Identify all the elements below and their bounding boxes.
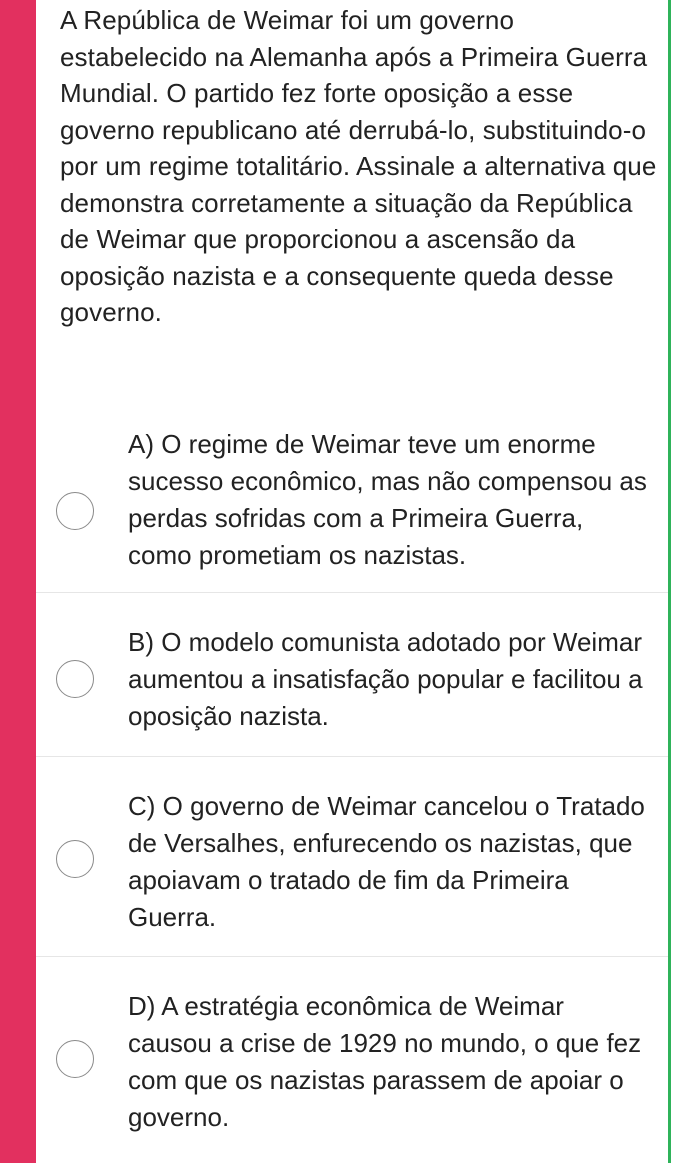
option-a-label: A) O regime de Weimar teve um enorme sucesso econômico, mas não compensou as perdas sofridas com a Primeira Guerra, como prometiam os nazistas. [128,429,647,570]
option-d-label: D) A estratégia econômica de Weimar causou a crise de 1929 no mundo, o que fez com que os nazistas parassem de apoiar o governo. [128,991,642,1132]
option-b[interactable] [36,593,668,755]
option-b-label: B) O modelo comunista adotado por Weimar aumentou a insatisfação popular e facilitou a oposição nazista. [128,627,643,731]
left-accent-bar [0,0,36,1163]
radio-b-icon[interactable] [56,660,94,698]
option-c-label: C) O governo de Weimar cancelou o Tratado de Versalhes, enfurecendo os nazistas, que apoiavam o tratado de fim da Primeira Guerra. [128,791,645,932]
option-c[interactable] [36,757,668,955]
option-d[interactable] [36,957,668,1163]
question-card [36,0,668,1163]
radio-c-icon[interactable] [56,840,94,878]
question-text: A República de Weimar foi um governo estabelecido na Alemanha após a Primeira Guerra Mundial. O partido fez forte oposição a esse governo republicano até derrubá-lo, substituindo-o por um regime totalitário. Assinale a alternativa que demonstra corretamente a situação da República de Weimar que proporcionou a ascensão da oposição nazista e a consequente queda desse governo. [60,5,657,327]
option-a[interactable] [36,415,668,591]
radio-a-icon[interactable] [56,492,94,530]
radio-d-icon[interactable] [56,1040,94,1078]
right-accent-bar [668,0,700,1163]
